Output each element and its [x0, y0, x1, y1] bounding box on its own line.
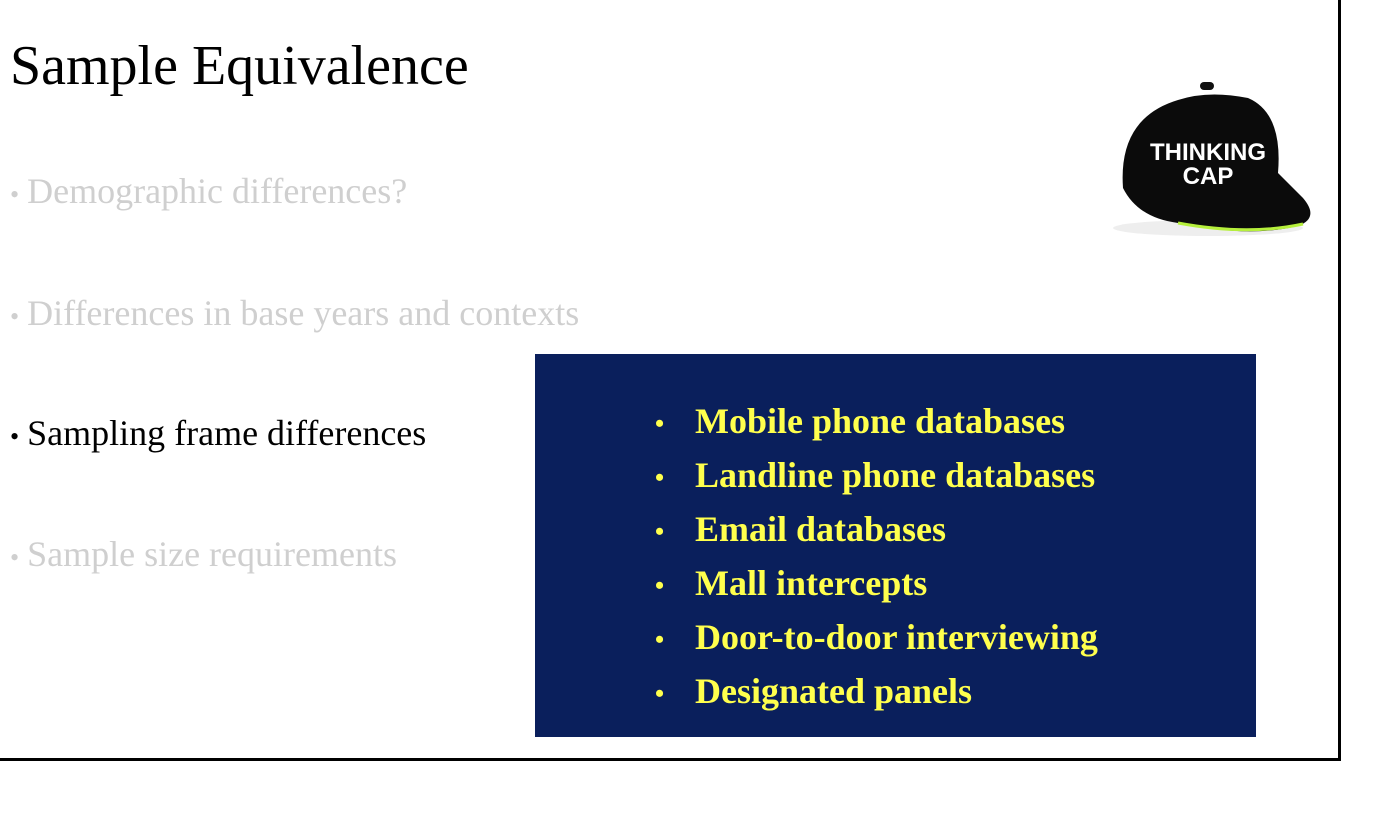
list-item: • Mobile phone databases [655, 401, 1066, 441]
sampling-frame-box [535, 354, 1256, 737]
svg-text:THINKING: THINKING [1150, 139, 1266, 166]
bullet-text: Demographic differences? [27, 171, 408, 211]
bullet-sample-size: • Sample size requirements [10, 534, 397, 574]
bullet-demographic: • Demographic differences? [10, 171, 408, 211]
svg-text:CAP: CAP [1182, 163, 1234, 190]
slide-title: Sample Equivalence [10, 35, 469, 97]
list-item: • Email databases [655, 508, 947, 549]
bullet-text: Differences in base years and contexts [27, 293, 580, 333]
bullet-text: Sampling frame differences [27, 413, 427, 453]
list-item: • Designated panels [655, 670, 973, 711]
bullet-text: Sample size requirements [27, 534, 397, 574]
list-item: • Door-to-door interviewing [655, 616, 1098, 657]
list-item: • Mall intercepts [655, 562, 928, 603]
bullet-sampling-frame: • Sampling frame differences [10, 413, 427, 453]
bullet-base-years: • Differences in base years and contexts [10, 293, 580, 333]
list-item: • Landline phone databases [655, 454, 1096, 495]
thinking-cap-image [1098, 78, 1320, 248]
